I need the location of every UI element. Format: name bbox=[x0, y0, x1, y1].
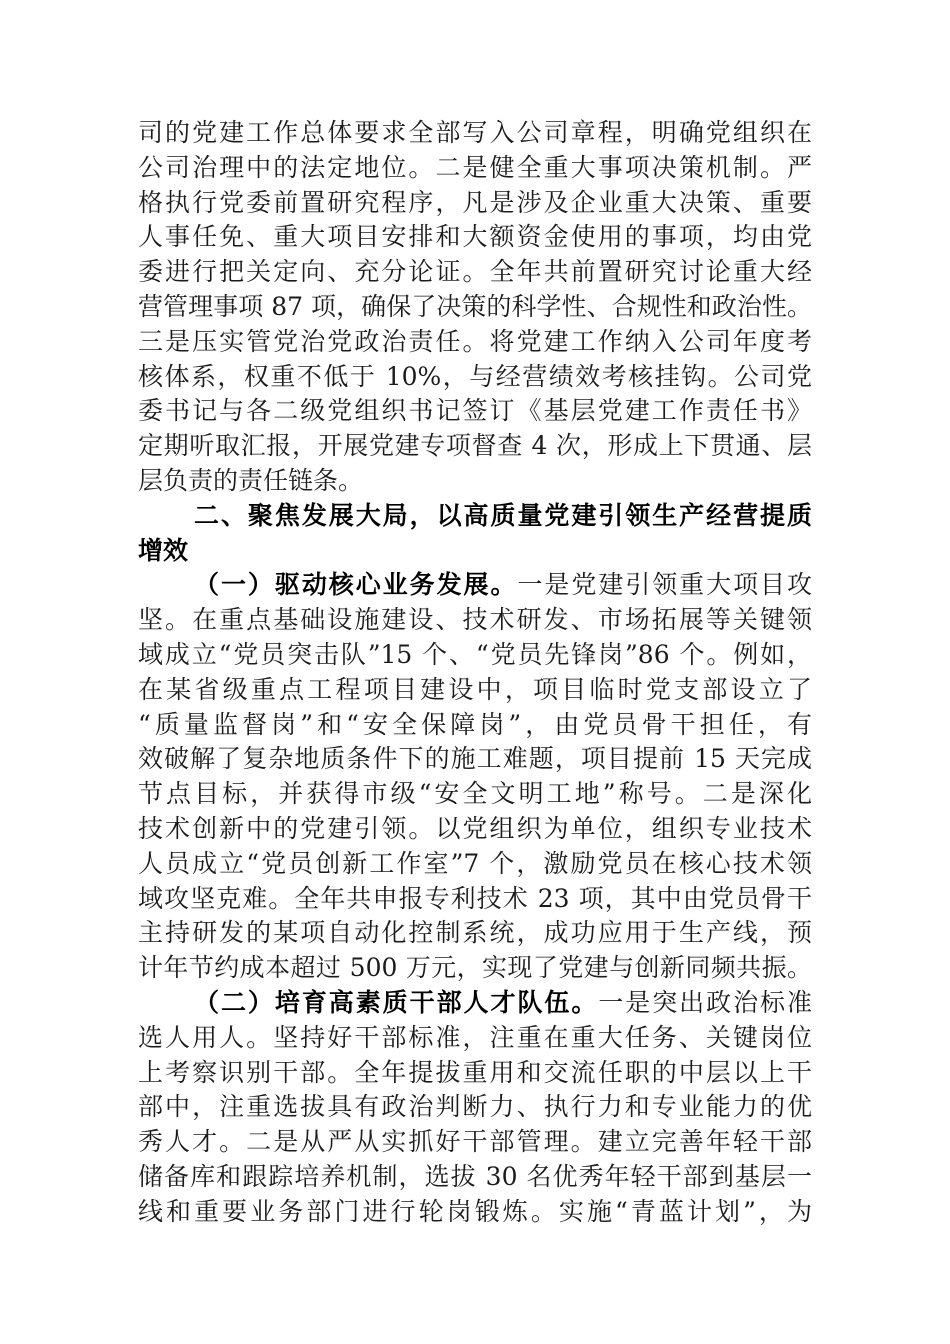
document-body bbox=[138, 116, 812, 1230]
body-text-line: 核体系，权重不低于 10%，与经营绩效考核挂钩。公司党 bbox=[138, 361, 812, 391]
body-text-line: 秀人才。二是从严从实抓好干部管理。建立完善年轻干部 bbox=[138, 1127, 812, 1157]
body-text-line bbox=[138, 986, 812, 1021]
subsection-lead: （二）培育高素质干部人才队伍。 bbox=[194, 987, 599, 1017]
body-text-line: 效破解了复杂地质条件下的施工难题，项目提前 15 天完成 bbox=[138, 744, 812, 774]
body-text-line: 委书记与各二级党组织书记签订《基层党建工作责任书》 bbox=[138, 396, 812, 426]
body-text-line bbox=[138, 568, 812, 603]
body-text-line: 节点目标，并获得市级“安全文明工地”称号。二是深化 bbox=[138, 779, 812, 809]
body-text-line: 在某省级重点工程项目建设中，项目临时党支部设立了 bbox=[138, 674, 812, 704]
body-text-line: 营管理事项 87 项，确保了决策的科学性、合规性和政治性。 bbox=[138, 291, 812, 321]
body-text-run: 一是党建引领重大项目攻 bbox=[517, 570, 812, 600]
body-text-line: 线和重要业务部门进行轮岗锻炼。实施“青蓝计划”，为 bbox=[138, 1196, 812, 1226]
body-text-line: 人员成立“党员创新工作室”7 个，激励党员在核心技术领 bbox=[138, 848, 812, 878]
body-text-line: 格执行党委前置研究程序，凡是涉及企业重大决策、重要 bbox=[138, 187, 812, 217]
body-text-line: 技术创新中的党建引领。以党组织为单位，组织专业技术 bbox=[138, 813, 812, 843]
body-text-line: 主持研发的某项自动化控制系统，成功应用于生产线，预 bbox=[138, 918, 812, 948]
body-text-line: 层负责的责任链条。 bbox=[138, 465, 364, 495]
body-text-line: 域攻坚克难。全年共申报专利技术 23 项，其中由党员骨干 bbox=[138, 883, 812, 913]
body-text-line: 坚。在重点基础设施建设、技术研发、市场拓展等关键领 bbox=[138, 605, 812, 635]
body-text-line: 人事任免、重大项目安排和大额资金使用的事项，均由党 bbox=[138, 222, 812, 252]
body-text-line: 委进行把关定向、充分论证。全年共前置研究讨论重大经 bbox=[138, 257, 812, 287]
subsection-lead: （一）驱动核心业务发展。 bbox=[194, 570, 518, 600]
body-text-line: 定期听取汇报，开展党建专项督查 4 次，形成上下贯通、层 bbox=[138, 431, 812, 461]
body-text-line: 域成立“党员突击队”15 个、“党员先锋岗”86 个。例如， bbox=[138, 639, 812, 669]
body-text-line: 上考察识别干部。全年提拔重用和交流任职的中层以上干 bbox=[138, 1057, 812, 1087]
section-heading-line-2: 增效 bbox=[138, 535, 189, 565]
body-text-run: 一是突出政治标准 bbox=[598, 987, 812, 1017]
body-text-line: 公司治理中的法定地位。二是健全重大事项决策机制。严 bbox=[138, 152, 812, 182]
body-text-line: 储备库和跟踪培养机制，选拔 30 名优秀年轻干部到基层一 bbox=[138, 1161, 812, 1191]
body-text-line: 选人用人。坚持好干部标准，注重在重大任务、关键岗位 bbox=[138, 1022, 812, 1052]
body-text-line: “质量监督岗”和“安全保障岗”，由党员骨干担任，有 bbox=[138, 709, 812, 739]
body-text-line: 部中，注重选拔具有政治判断力、执行力和专业能力的优 bbox=[138, 1092, 812, 1122]
body-text-line: 司的党建工作总体要求全部写入公司章程，明确党组织在 bbox=[138, 118, 812, 147]
body-text-line: 三是压实管党治党政治责任。将党建工作纳入公司年度考 bbox=[138, 326, 812, 356]
section-heading-line-1: 二、聚焦发展大局，以高质量党建引领生产经营提质 bbox=[194, 500, 812, 530]
body-text-line: 计年节约成本超过 500 万元，实现了党建与创新同频共振。 bbox=[138, 953, 812, 983]
